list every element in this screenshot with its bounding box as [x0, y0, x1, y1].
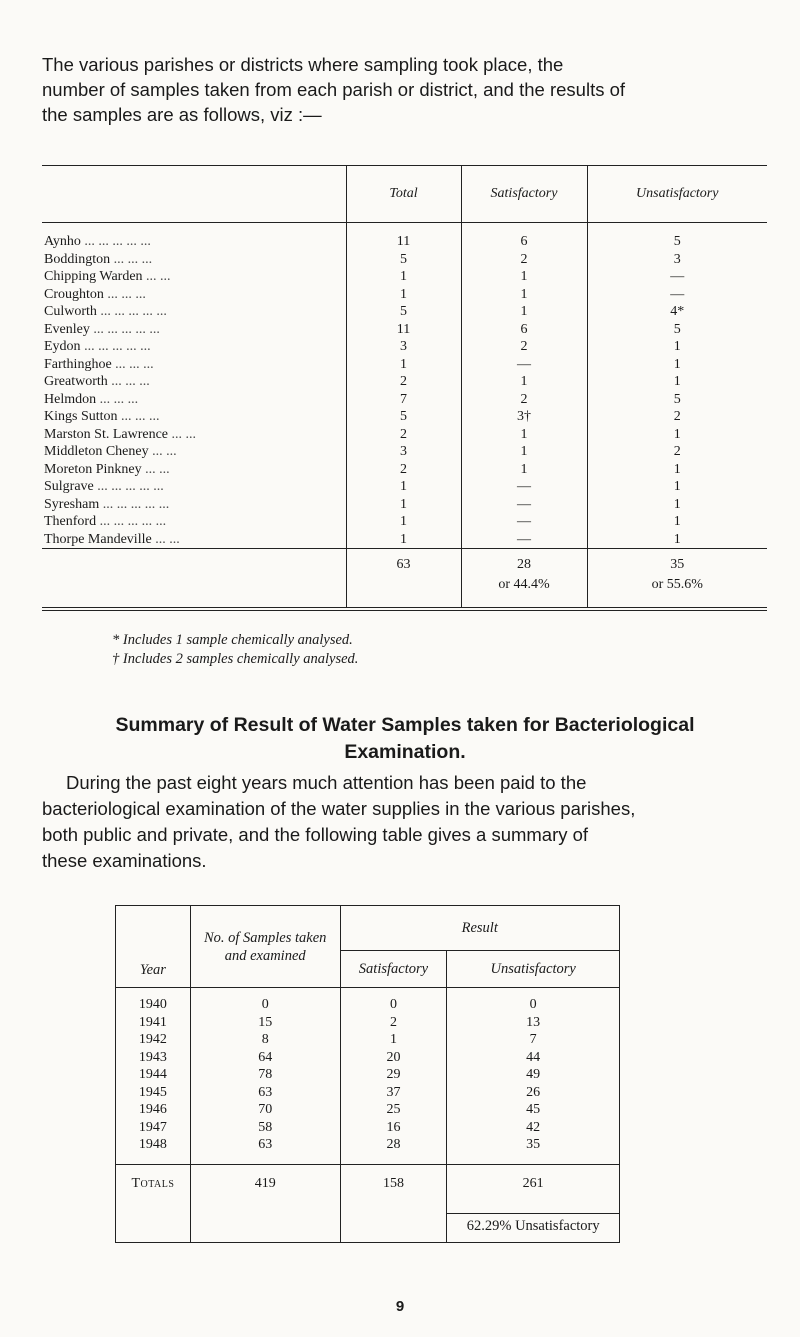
totals-label: Totals — [131, 1175, 175, 1191]
cell-satisfactory: 2 — [461, 251, 587, 269]
cell-unsatisfactory: 1 — [587, 461, 767, 479]
cell-satisfactory: 2 — [461, 338, 587, 356]
cell-unsatisfactory: 3 — [587, 251, 767, 269]
leader-dots: ... ... ... — [121, 409, 160, 424]
total-unsatisfactory-pct: or 55.6% — [651, 577, 703, 592]
cell-year: 1947 — [116, 1119, 191, 1137]
cell-year: 1940 — [116, 988, 191, 1014]
cell-satisfactory: — — [461, 478, 587, 496]
leader-dots: ... ... — [152, 444, 177, 459]
cell-total: 5 — [346, 408, 461, 426]
cell-satisfactory: 3† — [461, 408, 587, 426]
intro-paragraph — [42, 52, 766, 127]
heading-line: Examination. — [344, 741, 466, 763]
cell-satisfactory: — — [461, 531, 587, 549]
table-row — [42, 496, 767, 514]
cell-samples: 0 — [190, 988, 340, 1014]
leader-dots: ... ... ... — [107, 286, 146, 302]
paragraph-line: both public and private, and the following table gives a summary of — [42, 824, 589, 845]
totals-label-cell — [42, 549, 346, 610]
table-row — [42, 531, 767, 549]
table-row — [42, 286, 767, 304]
cell-unsatisfactory: 45 — [447, 1101, 620, 1119]
paragraph-line: During the past eight years much attention has been paid to the — [66, 772, 587, 793]
cell-unsatisfactory: 5 — [587, 321, 767, 339]
cell-year: 1943 — [116, 1049, 191, 1067]
cell-unsatisfactory: 7 — [447, 1031, 620, 1049]
header-result: Result — [340, 906, 619, 951]
cell-unsatisfactory: 2 — [587, 443, 767, 461]
cell-satisfactory: 1 — [461, 443, 587, 461]
intro-line: number of samples taken from each parish or district, and the results of — [42, 79, 626, 100]
table-row — [42, 461, 767, 479]
cell-total: 1 — [346, 268, 461, 286]
cell-unsatisfactory: 5 — [587, 223, 767, 251]
paragraph-line: bacteriological examination of the water supplies in the various parishes, — [42, 798, 636, 819]
section-heading — [60, 712, 750, 766]
leader-dots: ... ... ... ... ... — [97, 479, 164, 494]
cell-unsatisfactory: 42 — [447, 1119, 620, 1137]
parish-table-header — [42, 166, 767, 223]
cell-satisfactory: 29 — [340, 1066, 447, 1084]
parish-name: Evenley — [44, 321, 90, 337]
cell-unsatisfactory: 1 — [587, 373, 767, 391]
table-row — [116, 1101, 620, 1119]
parish-name: Marston St. Lawrence — [44, 426, 169, 442]
cell-satisfactory: 25 — [340, 1101, 447, 1119]
parish-name: Sulgrave — [44, 479, 94, 494]
cell-satisfactory: 1 — [461, 303, 587, 321]
table-row — [42, 338, 767, 356]
table-row — [116, 1084, 620, 1102]
leader-dots: ... ... ... ... ... — [84, 234, 151, 249]
cell-total: 11 — [346, 321, 461, 339]
leader-dots: ... ... — [171, 426, 197, 442]
parish-name: Eydon — [44, 339, 81, 354]
leader-dots: ... ... ... ... ... — [100, 304, 167, 319]
cell-satisfactory: 1 — [461, 461, 587, 479]
table-row — [42, 426, 767, 444]
header-satisfactory: Satisfactory — [461, 166, 587, 223]
leader-dots: ... ... ... ... ... — [93, 321, 160, 337]
cell-unsatisfactory: 1 — [587, 426, 767, 444]
cell-samples: 78 — [190, 1066, 340, 1084]
bacteriological-summary-table — [115, 905, 620, 1243]
cell-satisfactory: 1 — [461, 373, 587, 391]
cell-year: 1941 — [116, 1014, 191, 1032]
cell-total: 2 — [346, 461, 461, 479]
cell-unsatisfactory: 44 — [447, 1049, 620, 1067]
table-row — [42, 303, 767, 321]
parish-name: Aynho — [44, 234, 81, 249]
cell-unsatisfactory: 13 — [447, 1014, 620, 1032]
cell-year: 1946 — [116, 1101, 191, 1119]
parish-name: Helmdon — [44, 391, 97, 407]
total-satisfactory: 28 — [517, 557, 531, 572]
footnote: † Includes 2 samples chemically analysed. — [112, 651, 359, 667]
cell-unsatisfactory: 1 — [587, 478, 767, 496]
cell-total: 3 — [346, 443, 461, 461]
grand-total: 63 — [396, 557, 411, 572]
parish-results-table — [42, 165, 767, 611]
cell-total: 1 — [346, 356, 461, 374]
leader-dots: ... ... — [155, 531, 180, 547]
cell-year: 1944 — [116, 1066, 191, 1084]
parish-name: Kings Sutton — [44, 409, 118, 424]
table-row — [116, 1066, 620, 1084]
parish-name: Syresham — [44, 496, 100, 512]
parish-name: Moreton Pinkney — [44, 461, 142, 477]
cell-satisfactory: 2 — [340, 1014, 447, 1032]
cell-total: 1 — [346, 478, 461, 496]
leader-dots: ... ... ... — [113, 251, 153, 267]
cell-unsatisfactory: 4* — [587, 303, 767, 321]
header-samples: No. of Samples taken and examined — [190, 906, 340, 988]
leader-dots: ... ... ... — [115, 356, 154, 372]
table-row — [42, 356, 767, 374]
cell-satisfactory: 1 — [340, 1031, 447, 1049]
intro-line: the samples are as follows, viz :— — [42, 104, 322, 125]
cell-satisfactory: 1 — [461, 268, 587, 286]
parish-name: Chipping Warden — [44, 269, 143, 284]
intro-line: The various parishes or districts where sampling took place, the — [42, 54, 564, 75]
table-row — [42, 223, 767, 251]
cell-unsatisfactory: 1 — [587, 356, 767, 374]
parish-name: Boddington — [44, 251, 111, 267]
table-row — [42, 251, 767, 269]
table-row — [116, 1031, 620, 1049]
header-satisfactory: Satisfactory — [340, 951, 447, 988]
footnotes — [112, 631, 358, 669]
cell-samples: 8 — [190, 1031, 340, 1049]
total-unsatisfactory: 35 — [670, 557, 685, 572]
cell-total: 1 — [346, 496, 461, 514]
cell-satisfactory: 28 — [340, 1136, 447, 1164]
cell-satisfactory: 37 — [340, 1084, 447, 1102]
cell-satisfactory: 1 — [461, 426, 587, 444]
header-total: Total — [346, 166, 461, 223]
leader-dots: ... ... — [145, 461, 170, 477]
parish-name: Culworth — [44, 304, 97, 319]
page-number: 9 — [395, 1298, 405, 1315]
summary-totals-row — [116, 1164, 620, 1213]
cell-samples: 15 — [190, 1014, 340, 1032]
cell-total: 1 — [346, 513, 461, 531]
cell-total: 5 — [346, 303, 461, 321]
leader-dots: ... ... ... — [99, 391, 139, 407]
cell-satisfactory: 20 — [340, 1049, 447, 1067]
cell-satisfactory: 1 — [461, 286, 587, 304]
cell-total: 2 — [346, 373, 461, 391]
cell-samples: 63 — [190, 1084, 340, 1102]
total-satisfactory-pct: or 44.4% — [498, 577, 550, 592]
cell-year: 1942 — [116, 1031, 191, 1049]
cell-unsatisfactory: 1 — [587, 513, 767, 531]
total-satisfactory: 158 — [382, 1175, 404, 1191]
footnote: * Includes 1 sample chemically analysed. — [112, 632, 353, 648]
cell-samples: 58 — [190, 1119, 340, 1137]
table-row — [116, 1119, 620, 1137]
parish-totals-row — [42, 549, 767, 610]
cell-total: 3 — [346, 338, 461, 356]
table-row — [116, 988, 620, 1014]
cell-satisfactory: 6 — [461, 223, 587, 251]
table-row — [116, 1136, 620, 1164]
cell-unsatisfactory: — — [587, 286, 767, 304]
parish-name: Croughton — [44, 286, 104, 302]
cell-samples: 70 — [190, 1101, 340, 1119]
parish-name: Farthinghoe — [44, 356, 112, 372]
cell-satisfactory: — — [461, 513, 587, 531]
leader-dots: ... ... ... ... ... — [102, 496, 170, 512]
table-row — [42, 443, 767, 461]
cell-unsatisfactory: — — [587, 268, 767, 286]
cell-samples: 64 — [190, 1049, 340, 1067]
total-samples: 419 — [254, 1175, 276, 1191]
parish-name: Middleton Cheney — [44, 444, 149, 459]
cell-unsatisfactory: 1 — [587, 531, 767, 549]
cell-year: 1945 — [116, 1084, 191, 1102]
cell-total: 1 — [346, 286, 461, 304]
cell-total: 5 — [346, 251, 461, 269]
cell-total: 1 — [346, 531, 461, 549]
cell-year: 1948 — [116, 1136, 191, 1164]
cell-total: 11 — [346, 223, 461, 251]
header-unsatisfactory: Unsatisfactory — [587, 166, 767, 223]
cell-satisfactory: — — [461, 496, 587, 514]
header-unsatisfactory: Unsatisfactory — [447, 951, 620, 988]
leader-dots: ... ... ... ... ... — [99, 514, 167, 529]
cell-satisfactory: 0 — [340, 988, 447, 1014]
cell-total: 2 — [346, 426, 461, 444]
parish-name: Thorpe Mandeville — [44, 531, 152, 547]
cell-unsatisfactory: 35 — [447, 1136, 620, 1164]
table-row — [116, 1014, 620, 1032]
cell-unsatisfactory: 5 — [587, 391, 767, 409]
cell-satisfactory: — — [461, 356, 587, 374]
table-row — [42, 478, 767, 496]
cell-unsatisfactory: 26 — [447, 1084, 620, 1102]
table-row — [42, 373, 767, 391]
table-row — [42, 391, 767, 409]
leader-dots: ... ... ... — [111, 374, 150, 389]
cell-unsatisfactory: 49 — [447, 1066, 620, 1084]
cell-total: 7 — [346, 391, 461, 409]
cell-unsatisfactory: 1 — [587, 338, 767, 356]
table-row — [42, 513, 767, 531]
leader-dots: ... ... ... ... ... — [84, 339, 151, 354]
unsatisfactory-percentage: 62.29% Unsatisfactory — [466, 1217, 600, 1234]
paragraph-line: these examinations. — [42, 850, 207, 871]
table-row — [42, 268, 767, 286]
cell-samples: 63 — [190, 1136, 340, 1164]
table-row — [42, 408, 767, 426]
table-row — [42, 321, 767, 339]
cell-unsatisfactory: 1 — [587, 496, 767, 514]
cell-satisfactory: 16 — [340, 1119, 447, 1137]
table-row — [116, 1049, 620, 1067]
parish-name: Greatworth — [44, 374, 108, 389]
cell-unsatisfactory: 2 — [587, 408, 767, 426]
leader-dots: ... ... — [146, 269, 171, 284]
header-year: Year — [116, 906, 191, 988]
cell-unsatisfactory: 0 — [447, 988, 620, 1014]
header-parish — [42, 166, 346, 223]
total-unsatisfactory: 261 — [522, 1175, 544, 1191]
cell-satisfactory: 2 — [461, 391, 587, 409]
cell-satisfactory: 6 — [461, 321, 587, 339]
parish-name: Thenford — [44, 514, 97, 529]
summary-paragraph — [42, 770, 766, 874]
heading-line: Summary of Result of Water Samples taken for Bacteriological — [115, 714, 695, 736]
